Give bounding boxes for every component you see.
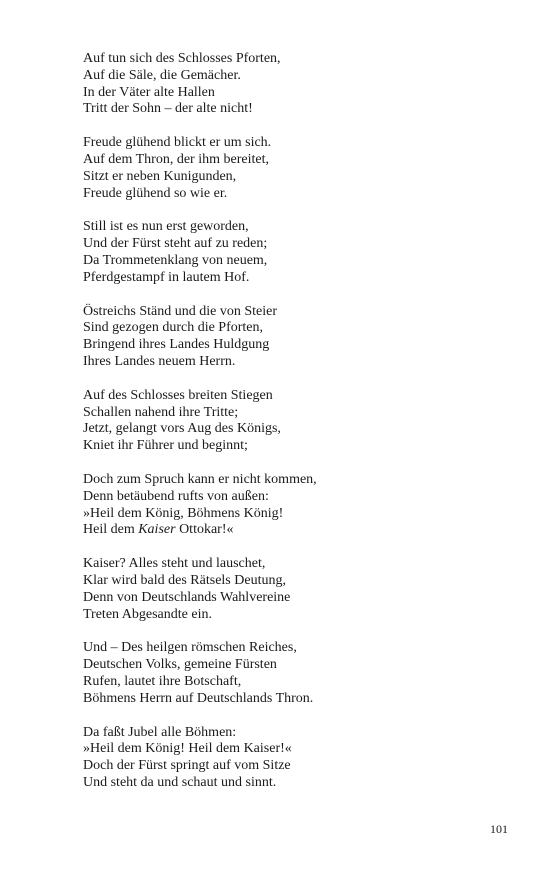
stanza — [83, 219, 523, 286]
poem-line: Denn von Deutschlands Wahlvereine — [83, 589, 291, 605]
poem-line: Und der Fürst steht auf zu reden; — [83, 236, 268, 252]
poem-line: Kaiser? Alles steht und lauschet, — [83, 556, 266, 572]
stanza — [83, 725, 523, 792]
poem-line: Ihres Landes neuem Herrn. — [83, 353, 236, 369]
poem-line: Klar wird bald des Rätsels Deutung, — [83, 572, 286, 588]
poem-line: Doch der Fürst springt auf vom Sitze — [83, 758, 291, 774]
poem-line: Bringend ihres Landes Huldgung — [83, 337, 270, 353]
poem-line: Da Trommetenklang von neuem, — [83, 252, 268, 268]
poem-line-emphasis: Kaiser — [138, 522, 176, 538]
poem-line: Auf tun sich des Schlosses Pforten, — [83, 51, 281, 66]
poem-line: In der Väter alte Hallen — [83, 84, 215, 100]
poem-line: Sitzt er neben Kunigunden, — [83, 168, 237, 184]
page-number: 101 — [490, 822, 508, 836]
poem-line: Sind gezogen durch die Pforten, — [83, 320, 264, 336]
poem-line: Auf die Säle, die Gemächer. — [83, 67, 241, 83]
poem-body — [83, 51, 523, 809]
stanza — [83, 472, 523, 539]
stanza — [83, 304, 523, 371]
poem-line: Treten Abgesandte ein. — [83, 606, 212, 622]
stanza — [83, 135, 523, 202]
poem-line: Auf dem Thron, der ihm bereitet, — [83, 151, 269, 167]
poem-line: Freude glühend so wie er. — [83, 185, 228, 201]
poem-line: Denn betäubend rufts von außen: — [83, 488, 269, 504]
poem-line: Tritt der Sohn – der alte nicht! — [83, 101, 253, 117]
stanza — [83, 51, 523, 118]
poem-line: Deutschen Volks, gemeine Fürsten — [83, 657, 277, 673]
poem-line-text: Heil dem — [83, 522, 139, 538]
stanza — [83, 640, 523, 707]
poem-line: Pferdgestampf in lautem Hof. — [83, 269, 250, 285]
poem-line: Auf des Schlosses breiten Stiegen — [83, 387, 273, 403]
poem-line: »Heil dem König! Heil dem Kaiser!« — [83, 741, 292, 757]
poem-line — [83, 522, 523, 539]
poem-line-text: Ottokar!« — [175, 522, 234, 538]
poem-line: Doch zum Spruch kann er nicht kommen, — [83, 471, 317, 487]
poem-line: Böhmens Herrn auf Deutschlands Thron. — [83, 690, 314, 706]
poem-line: »Heil dem König, Böhmens König! — [83, 505, 284, 521]
poem-line: Freude glühend blickt er um sich. — [83, 135, 272, 151]
poem-line: Kniet ihr Führer und beginnt; — [83, 438, 248, 454]
poem-line: Da faßt Jubel alle Böhmen: — [83, 724, 237, 740]
poem-line: Jetzt, gelangt vors Aug des Königs, — [83, 421, 281, 437]
poem-line: Und steht da und schaut und sinnt. — [83, 774, 277, 790]
poem-line: Schallen nahend ihre Tritte; — [83, 404, 239, 420]
poem-line: Und – Des heilgen römschen Reiches, — [83, 640, 297, 656]
poem-line: Still ist es nun erst geworden, — [83, 219, 249, 235]
stanza — [83, 388, 523, 455]
stanza — [83, 556, 523, 623]
poem-line: Rufen, lautet ihre Botschaft, — [83, 673, 242, 689]
poem-line: Östreichs Ständ und die von Steier — [83, 303, 278, 319]
